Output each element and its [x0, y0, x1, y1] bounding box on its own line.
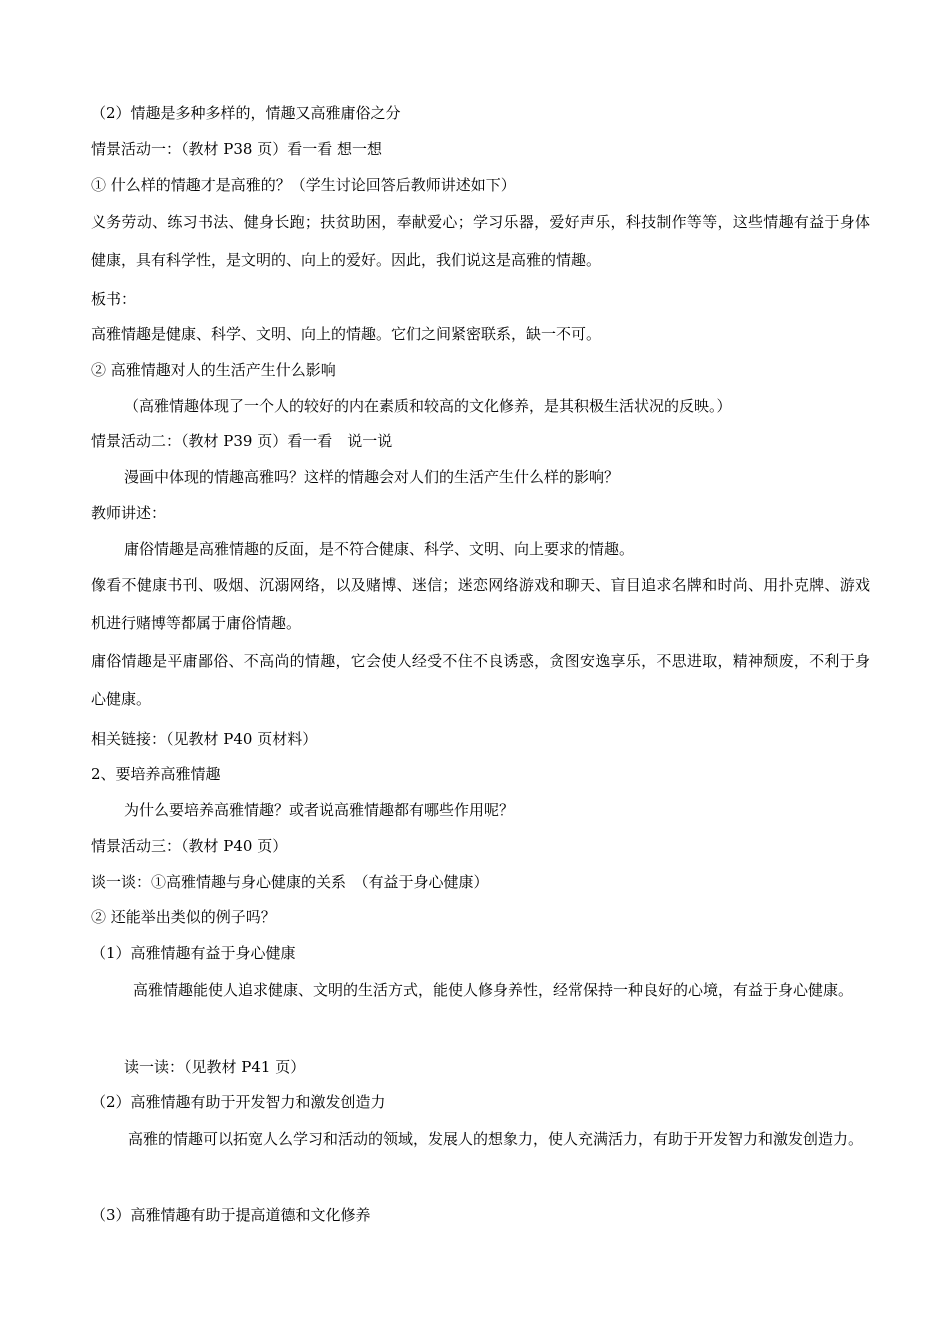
paragraph: 义务劳动、练习书法、健身长跑；扶贫助困，奉献爱心；学习乐器，爱好声乐，科技制作等等，这些情趣有益于身体健康，具有科学性，是文明的、向上的爱好。因此，我们说这是高雅的情趣。 — [91, 213, 870, 269]
paragraph: 漫画中体现的情趣高雅吗？这样的情趣会对人们的生活产生什么样的影响？ — [124, 468, 620, 486]
activity-heading: 情景活动三：（教材 P40 页） — [91, 837, 288, 855]
paragraph: 庸俗情趣是高雅情趣的反面，是不符合健康、科学、文明、向上要求的情趣。 — [124, 540, 635, 558]
paragraph: （高雅情趣体现了一个人的较好的内在素质和较高的文化修养，是其积极生活状况的反映。） — [124, 397, 732, 415]
section-subheading: （3）高雅情趣有助于提高道德和文化修养 — [91, 1206, 371, 1224]
activity-heading: 情景活动一：（教材 P38 页）看一看 想一想 — [91, 140, 382, 158]
section-subheading: （2）情趣是多种多样的，情趣又高雅庸俗之分 — [91, 104, 401, 122]
paragraph: 高雅情趣能使人追求健康、文明的生活方式，能使人修身养性，经常保持一种良好的心境，有益于身心健康。 — [133, 981, 854, 999]
question-line: ② 还能举出类似的例子吗？ — [91, 908, 276, 926]
question-line: ② 高雅情趣对人的生活产生什么影响 — [91, 361, 336, 379]
section-heading: 2、要培养高雅情趣 — [91, 765, 221, 783]
paragraph: 高雅的情趣可以拓宽人么学习和活动的领域，发展人的想象力，使人充满活力，有助于开发智力和激发创造力。 — [128, 1130, 864, 1148]
activity-heading: 情景活动二：（教材 P39 页）看一看 说一说 — [91, 432, 393, 450]
board-label: 板书： — [91, 290, 137, 308]
paragraph: 庸俗情趣是平庸鄙俗、不高尚的情趣，它会使人经受不住不良诱惑，贪图安逸享乐，不思进取，精神颓废，不利于身心健康。 — [91, 652, 870, 708]
paragraph: 像看不健康书刊、吸烟、沉溺网络，以及赌博、迷信；迷恋网络游戏和聊天、盲目追求名牌和时尚、用扑克牌、游戏机进行赌博等都属于庸俗情趣。 — [91, 576, 870, 632]
reading-line: 读一读：（见教材 P41 页） — [124, 1058, 306, 1076]
paragraph: 为什么要培养高雅情趣？或者说高雅情趣都有哪些作用呢？ — [124, 801, 515, 819]
teacher-label: 教师讲述： — [91, 504, 167, 522]
paragraph: 高雅情趣是健康、科学、文明、向上的情趣。它们之间紧密联系，缺一不可。 — [91, 325, 602, 343]
related-link-line: 相关链接：（见教材 P40 页材料） — [91, 730, 318, 748]
discussion-line: 谈一谈：①高雅情趣与身心健康的关系 （有益于身心健康） — [91, 873, 489, 891]
question-line: ① 什么样的情趣才是高雅的？（学生讨论回答后教师讲述如下） — [91, 176, 516, 194]
section-subheading: （2）高雅情趣有助于开发智力和激发创造力 — [91, 1093, 386, 1111]
section-subheading: （1）高雅情趣有益于身心健康 — [91, 944, 296, 962]
